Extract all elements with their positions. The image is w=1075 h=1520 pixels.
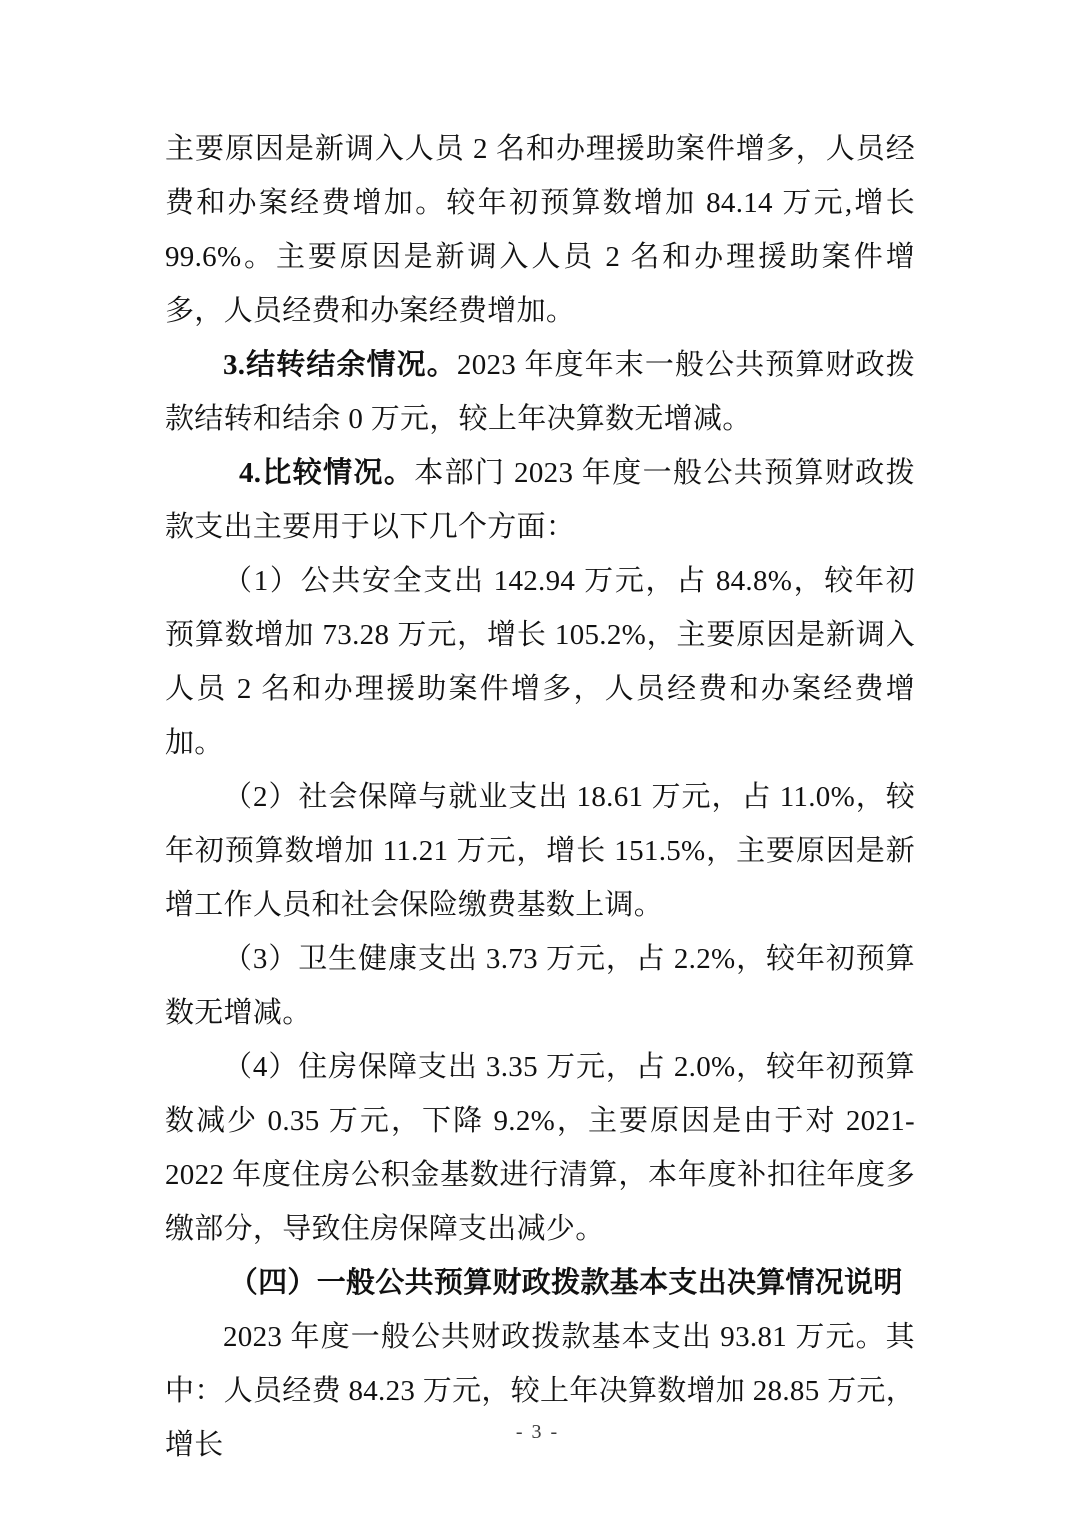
- paragraph-item-2-social-security: [165, 770, 915, 932]
- paragraph-item-1-public-safety: [165, 554, 915, 770]
- paragraph-text: 本部门 2023 年度一般公共预算财政拨款支出主要用于以下几个方面：: [165, 457, 915, 543]
- paragraph-text: （3）卫生健康支出 3.73 万元，占 2.2%，较年初预算数无增减。: [165, 943, 915, 1029]
- paragraph-text: 主要原因是新调入人员 2 名和办理援助案件增多，人员经费和办案经费增加。较年初预算数增加 84.14 万元,增长 99.6%。主要原因是新调入人员 2 名和办理援助案件增多，人员经费和办案经费增加。: [165, 133, 915, 327]
- paragraph-basic-expenditure-detail: [165, 1310, 915, 1472]
- paragraph-item-4-housing: [165, 1040, 915, 1256]
- paragraph-text: （4）住房保障支出 3.35 万元，占 2.0%，较年初预算数减少 0.35 万元，下降 9.2%，主要原因是由于对 2021-2022 年度住房公积金基数进行清算，本年度补扣往年度多缴部分，导致住房保障支出减少。: [165, 1051, 915, 1245]
- paragraph-item-3-health: [165, 932, 915, 1040]
- page-footer: [0, 1421, 1075, 1444]
- paragraph-continuation: [165, 122, 915, 338]
- paragraph-text: （1）公共安全支出 142.94 万元，占 84.8%，较年初预算数增加 73.28 万元，增长 105.2%，主要原因是新调入人员 2 名和办理援助案件增多，人员经费和办案经费增加。: [165, 565, 915, 759]
- paragraph-text: （2）社会保障与就业支出 18.61 万元，占 11.0%，较年初预算数增加 11.21 万元，增长 151.5%，主要原因是新增工作人员和社会保险缴费基数上调。: [165, 781, 915, 921]
- paragraph-lead: 3.结转结余情况。: [223, 349, 457, 381]
- paragraph-text: 2023 年度年末一般公共预算财政拨款结转和结余 0 万元，较上年决算数无增减。: [165, 349, 915, 435]
- heading-text: （四）一般公共预算财政拨款基本支出决算情况说明: [228, 1267, 903, 1299]
- paragraph-comparison: [165, 446, 915, 554]
- paragraph-carryover-balance: [165, 338, 915, 446]
- page-number: - 3 -: [515, 1421, 560, 1443]
- paragraph-lead: 4.比较情况。: [238, 457, 415, 489]
- section-heading-basic-expenditure: [165, 1256, 915, 1310]
- body-text: [165, 122, 915, 1472]
- paragraph-text: 2023 年度一般公共财政拨款基本支出 93.81 万元。其中：人员经费 84.23 万元，较上年决算数增加 28.85 万元，增长: [165, 1321, 915, 1461]
